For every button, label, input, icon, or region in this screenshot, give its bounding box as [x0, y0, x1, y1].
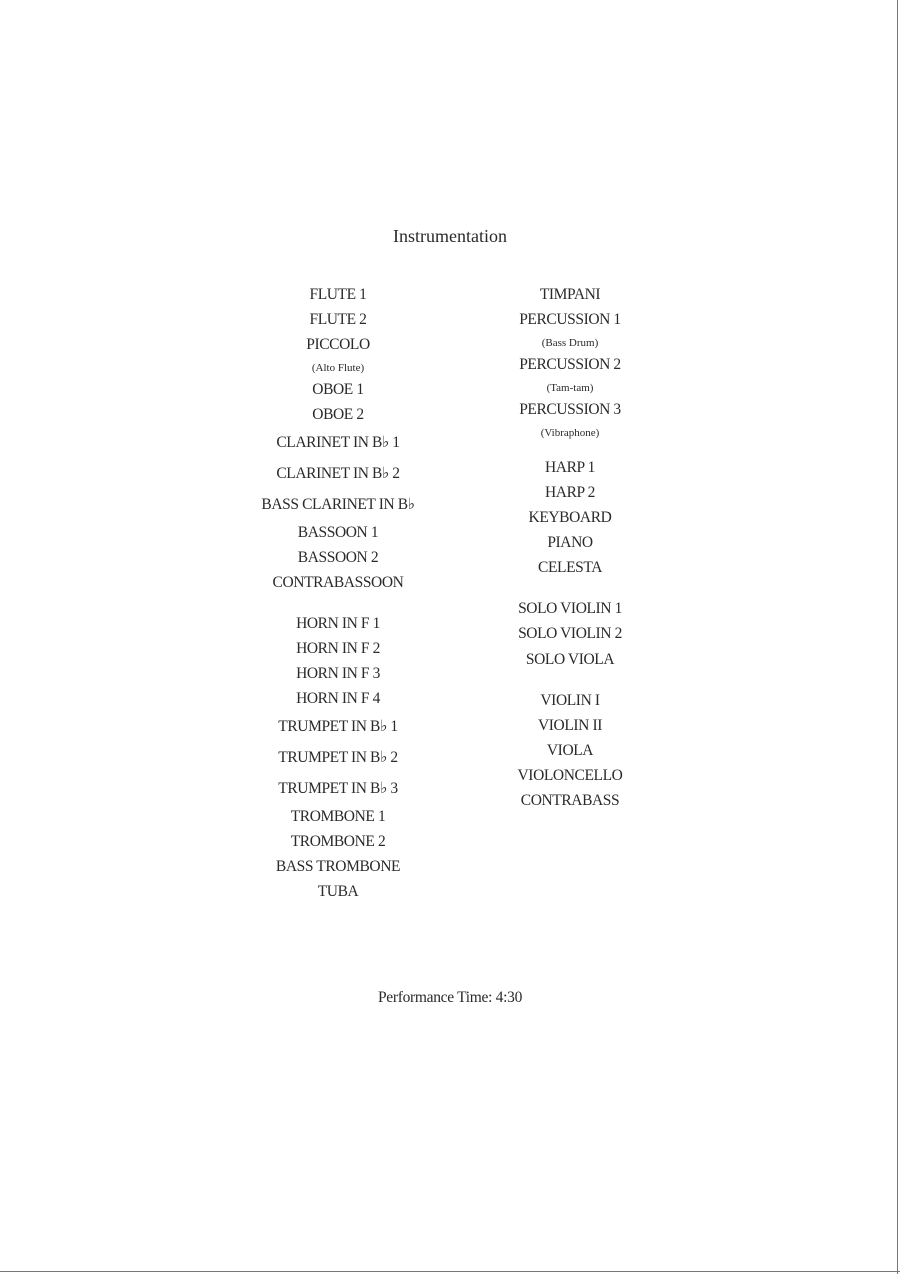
- instrument-name: HORN IN F 4: [296, 690, 380, 707]
- instrument-name: SOLO VIOLIN 2: [518, 625, 622, 642]
- instrument-name: BASSOON 1: [297, 524, 379, 541]
- instrument-name: PERCUSSION 3: [519, 401, 621, 418]
- page-edge-bottom: [0, 1271, 900, 1272]
- instrument-name: PERCUSSION 2: [519, 356, 621, 373]
- instrument-name: HORN IN F 2: [296, 640, 380, 657]
- instrument-note: (Vibraphone): [540, 426, 600, 439]
- instrument-name: TROMBONE 2: [290, 833, 386, 850]
- instrument-name: CLARINET IN B♭ 2: [276, 465, 400, 482]
- instrument-name: CONTRABASSOON: [272, 574, 404, 591]
- instrument-name: BASSOON 2: [297, 549, 379, 566]
- instrument-name: VIOLONCELLO: [517, 767, 623, 784]
- instrument-name: HORN IN F 1: [296, 615, 380, 632]
- instrument-name: FLUTE 2: [309, 311, 367, 328]
- instrument-name: CONTRABASS: [520, 792, 620, 809]
- instrument-name: HARP 2: [545, 484, 595, 501]
- instrument-name: TUBA: [317, 883, 359, 900]
- instrument-name: FLUTE 1: [309, 286, 367, 303]
- instrument-name: CELESTA: [538, 559, 602, 576]
- instrument-name: TRUMPET IN B♭ 3: [278, 780, 398, 797]
- instrument-name: PERCUSSION 1: [519, 311, 621, 328]
- instrument-name: TRUMPET IN B♭ 1: [278, 718, 398, 735]
- instrument-name: VIOLIN II: [538, 717, 602, 734]
- instrument-note: (Bass Drum): [541, 336, 599, 349]
- instrument-name: SOLO VIOLA: [525, 651, 615, 668]
- instrument-name: OBOE 2: [312, 406, 364, 423]
- instrument-name: PIANO: [547, 534, 593, 551]
- instrument-name: KEYBOARD: [528, 509, 612, 526]
- instrument-name: PICCOLO: [306, 336, 370, 353]
- performance-time: Performance Time: 4:30: [377, 989, 523, 1006]
- page-edge-right: [897, 0, 898, 1274]
- instrument-name: TROMBONE 1: [290, 808, 386, 825]
- instrument-name: OBOE 1: [312, 381, 364, 398]
- instrument-name: HARP 1: [545, 459, 595, 476]
- instrument-note: (Alto Flute): [311, 361, 365, 374]
- instrument-name: BASS CLARINET IN B♭: [261, 496, 415, 513]
- instrument-name: TRUMPET IN B♭ 2: [278, 749, 398, 766]
- instrument-name: SOLO VIOLIN 1: [518, 600, 622, 617]
- instrument-name: HORN IN F 3: [296, 665, 380, 682]
- instrument-note: (Tam-tam): [546, 381, 594, 394]
- instrument-name: TIMPANI: [539, 286, 601, 303]
- instrument-name: CLARINET IN B♭ 1: [276, 434, 400, 451]
- instrument-name: VIOLIN I: [540, 692, 600, 709]
- instrument-name: BASS TROMBONE: [275, 858, 401, 875]
- instrument-name: VIOLA: [546, 742, 594, 759]
- page-title: Instrumentation: [393, 226, 507, 246]
